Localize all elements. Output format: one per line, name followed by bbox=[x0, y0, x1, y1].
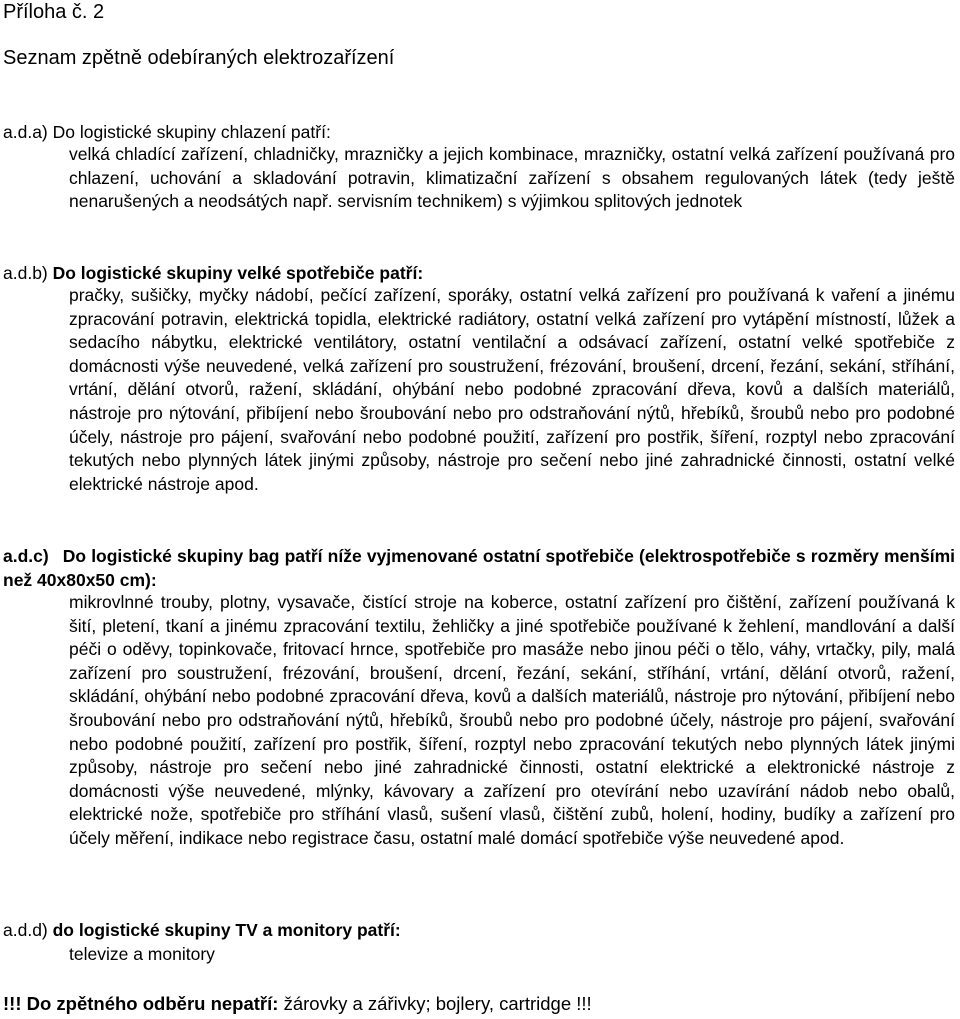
exclusion-note-prefix: !!! Do zpětného odběru nepatří: bbox=[3, 993, 279, 1014]
annex-label: Příloha č. 2 bbox=[3, 1, 105, 23]
section-a-heading: Do logistické skupiny chlazení patří: bbox=[47, 122, 331, 142]
section-c-heading-line bbox=[3, 545, 955, 592]
section-d-body: televize a monitory bbox=[69, 944, 215, 964]
section-b-label: a.d.b) bbox=[3, 263, 48, 283]
exclusion-note bbox=[3, 993, 592, 1015]
section-c-label: a.d.c) bbox=[3, 546, 49, 566]
exclusion-note-text: žárovky a zářivky; bojlery, cartridge !!! bbox=[278, 993, 592, 1014]
section-d-label: a.d.d) bbox=[3, 920, 48, 940]
section-b-heading: Do logistické skupiny velké spotřebiče patří: bbox=[47, 263, 424, 283]
section-c-heading: Do logistické skupiny bag patří níže vyjmenované ostatní spotřebiče (elektrospotřebiče s rozměry menšími než 40x80x50 cm): bbox=[3, 546, 955, 590]
section-a-heading-line bbox=[3, 121, 331, 143]
page-title: Seznam zpětně odebíraných elektrozařízení bbox=[3, 47, 395, 69]
section-b-body: pračky, sušičky, myčky nádobí, pečící zařízení, sporáky, ostatní velká zařízení pro používaná k vaření a jinému zpracování potravin, elektrická topidla, elektrické radiátory, ostatní velká zařízení pro vytápění místností, lůžek a sedacího nábytku, elektrické ventilátory, ostatní ventilační a odsávací zařízení, ostatní velké spotřebiče z domácnosti výše neuvedené, velká zařízení pro soustružení, frézování, broušení, drcení, řezání, sekání, stříhání, vrtání, dělání otvorů, ražení, skládání, ohýbání nebo podobné zpracování dřeva, kovů a dalších materiálů, nástroje pro nýtování, přibíjení nebo šroubování nebo pro odstraňování nýtů, hřebíků, šroubů nebo pro podobné účely, nástroje pro pájení, svařování nebo podobné použití, zařízení pro postřik, šíření, rozptyl nebo zpracování tekutých nebo plynných látek jinými způsoby, nástroje pro sečení nebo jiné zahradnické činnosti, ostatní velké elektrické nástroje apod. bbox=[69, 285, 955, 494]
section-d-heading: do logistické skupiny TV a monitory patří: bbox=[47, 920, 401, 940]
section-d-heading-line bbox=[3, 919, 401, 941]
section-a-body: velká chladící zařízení, chladničky, mrazničky a jejich kombinace, mrazničky, ostatní velká zařízení používaná pro chlazení, uchování a skladování potravin, klimatizační zařízení s obsahem regulovaných látek (tedy ještě nenarušených a neodsátých např. servisním technikem) s výjimkou splitových jednotek bbox=[69, 144, 955, 212]
section-a-label: a.d.a) bbox=[3, 122, 48, 142]
section-c-body: mikrovlnné trouby, plotny, vysavače, čistící stroje na koberce, ostatní zařízení pro čištění, zařízení používaná k šití, pletení, tkaní a jinému zpracování textilu, žehličky a jiné spotřebiče používané k žehlení, mandlování a další péči o oděvy, topinkovače, fritovací hrnce, spotřebiče pro masáže nebo jinou péči o tělo, váhy, vrtačky, pily, malá zařízení pro soustružení, frézování, broušení, drcení, řezání, sekání, stříhání, vrtání, dělání otvorů, ražení, skládání, ohýbání nebo podobné zpracování dřeva, kovů a dalších materiálů, nástroje pro nýtování, přibíjení nebo šroubování nebo pro odstraňování nýtů, hřebíků, šroubů nebo pro podobné účely, nástroje pro pájení, svařování nebo podobné použití, zařízení pro postřik, šíření, rozptyl nebo zpracování tekutých nebo plynných látek jinými způsoby, nástroje pro sečení nebo jiné zahradnické činnosti, ostatní elektrické a elektronické nástroje z domácnosti výše neuvedené, mlýnky, kávovary a zařízení pro otevírání nebo uzavírání nádob nebo obalů, elektrické nože, spotřebiče pro stříhání vlasů, sušení vlasů, čištění zubů, holení, hodiny, budíky a zařízení pro účely měření, indikace nebo registrace času, ostatní malé domácí spotřebiče výše neuvedené apod. bbox=[69, 592, 955, 848]
section-b-heading-line bbox=[3, 262, 423, 284]
